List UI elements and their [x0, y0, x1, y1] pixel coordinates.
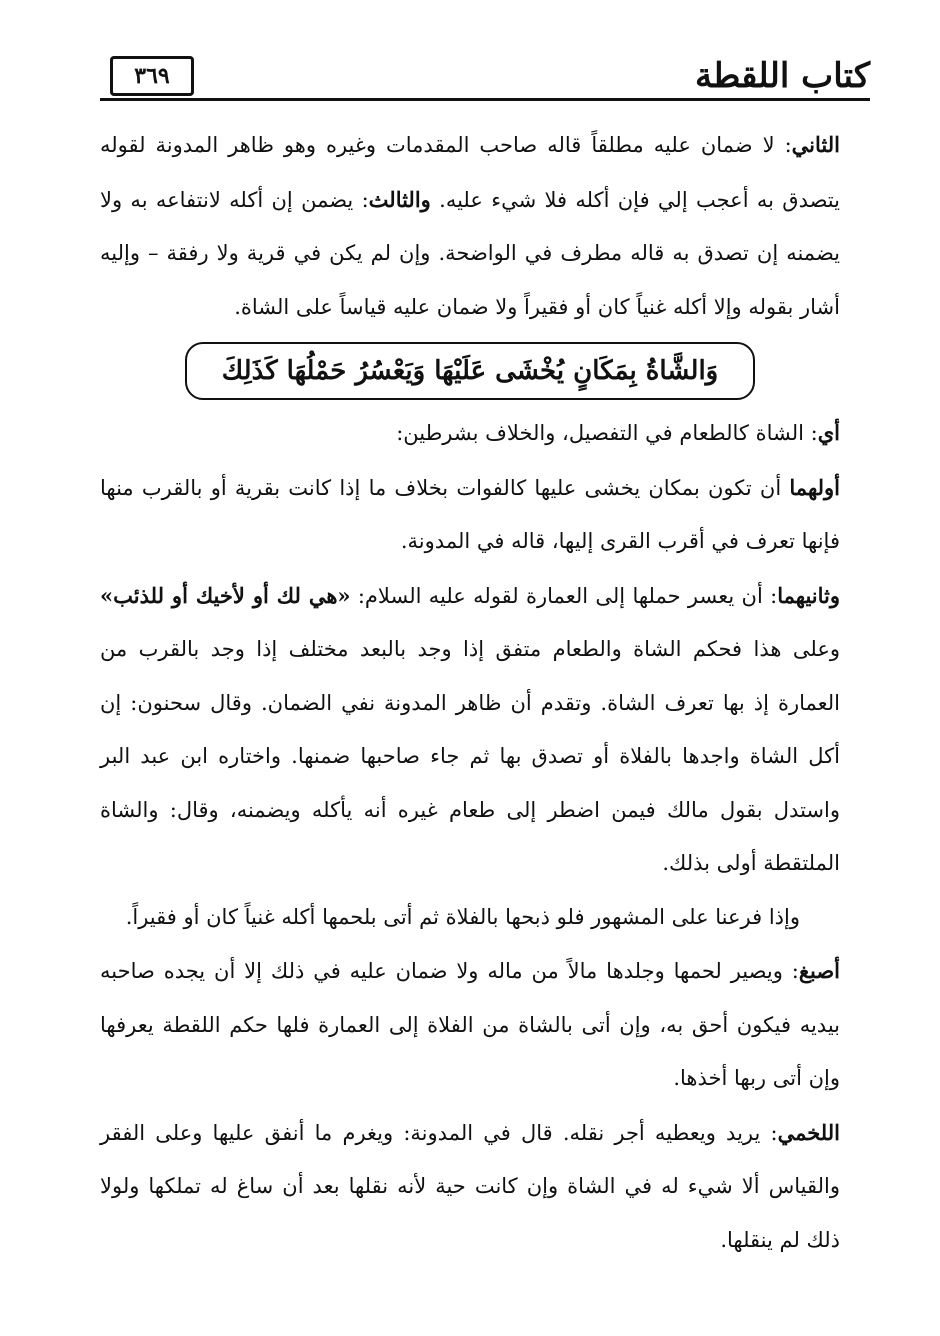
paragraph-lakhmi	[100, 1106, 840, 1268]
paragraph-lead: الثاني	[791, 132, 840, 157]
paragraph-text: : يضمن إن أكله لانتفاعه به ولا يضمنه إن تصدق به قاله مطرف في الواضحة. وإن لم يكن في قرية ولا رفقة – وإليه أشار بقوله وإلا أكله غنياً كان أو فقيراً ولا ضمان عليه قياساً على الشاة.	[100, 187, 840, 319]
paragraph-lead: أي	[817, 420, 840, 445]
paragraph-lead: أولهما	[789, 474, 840, 500]
paragraph-lead: وثانيهما	[777, 582, 841, 608]
page-number: ٣٦٩	[110, 56, 194, 96]
paragraph-lead: اللخمي	[777, 1119, 840, 1145]
paragraph-text: وعلى هذا فحكم الشاة والطعام متفق إذا وجد بالبعد مختلف إذا وجد بالقرب من العمارة إذ بها تعرف الشاة. وتقدم أن ظاهر المدونة نفي الضمان. وقال سحنون: إن أكل الشاة واجدها بالفلاة أو تصدق بها ثم جاء صاحبها ضمنها. واختاره ابن عبد البر واستدل بقول مالك فيمن اضطر إلى طعام غيره أنه يأكله ويضمنه، وقال: والشاة الملتقطة أولى بذلك.	[100, 637, 840, 875]
paragraph-text: : ويصير لحمها وجلدها مالاً من ماله ولا ضمان عليه في ذلك إلا أن يجده صاحبه بيديه فيكون أحق به، وإن أتى بالشاة من الفلاة إلى العمارة فلها حكم اللقطة يعرفها وإن أتى ربها أخذها.	[100, 959, 840, 1090]
paragraph-lead: والثالث	[368, 186, 431, 212]
header-divider	[100, 98, 870, 101]
paragraph-text: : الشاة كالطعام في التفصيل، والخلاف بشرطين:	[396, 421, 818, 445]
paragraph-explanation	[100, 406, 840, 461]
page-header	[100, 50, 870, 102]
paragraph-second-opinion	[100, 118, 840, 334]
chapter-title: كتاب اللقطة	[694, 56, 870, 96]
paragraph-first-condition	[100, 461, 840, 569]
paragraph-text: : لا ضمان عليه مطلقاً قاله صاحب المقدمات وغيره وهو ظاهر المدونة لقوله يتصدق به أعجب إلي فإن أكله فلا شيء عليه.	[100, 133, 840, 212]
paragraph-second-condition	[100, 569, 840, 891]
paragraph-text: أن تكون بمكان يخشى عليها كالفوات بخلاف ما إذا كانت بقرية أو بالقرب منها فإنها تعرف في أقرب القرى إليها، قاله في المدونة.	[100, 475, 840, 553]
paragraph-lead: أصبغ	[798, 958, 840, 983]
verse-box: وَالشَّاةُ بِمَكَانٍ يُخْشَى عَلَيْهَا وَيَعْسُرُ حَمْلُهَا كَذَلِكَ	[185, 342, 755, 400]
hadith-quote: «هي لك أو لأخيك أو للذئب»	[100, 582, 351, 608]
paragraph-text: : أن يعسر حملها إلى العمارة لقوله عليه السلام:	[350, 583, 778, 608]
page-body	[100, 118, 840, 1267]
paragraph-slaughter: وإذا فرعنا على المشهور فلو ذبحها بالفلاة ثم أتى بلحمها أكله غنياً كان أو فقيراً.	[125, 904, 800, 929]
paragraph-asbagh	[100, 944, 840, 1106]
paragraph-text: : يريد ويعطيه أجر نقله. قال في المدونة: ويغرم ما أنفق عليها وعلى الفقر والقياس ألا شيء له في الشاة وإن كانت حية لأنه نقلها بعد أن ساغ له تملكها ولولا ذلك لم ينقلها.	[100, 1120, 840, 1252]
